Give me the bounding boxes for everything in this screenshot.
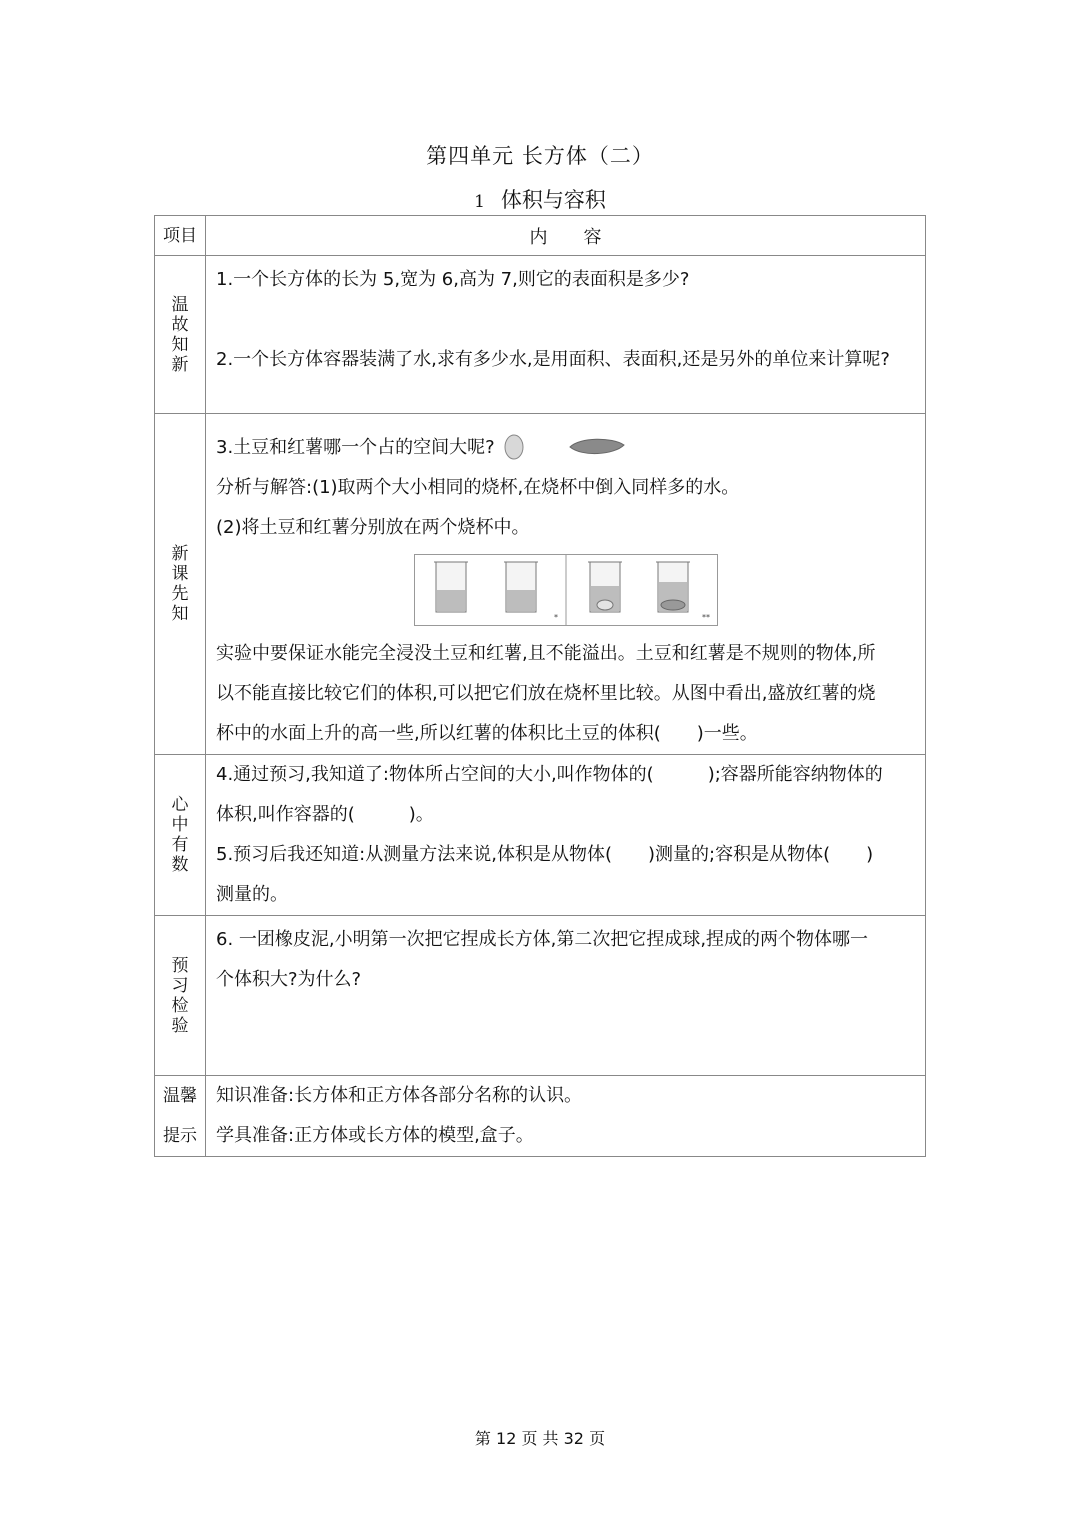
section-summary-content: [206, 755, 926, 916]
question-5-line: 测量的。: [216, 884, 288, 905]
figure-mark-2: **: [702, 613, 710, 622]
section-tips-row: [155, 1076, 926, 1157]
question-5-line: 5.预习后我还知道:从测量方法来说,体积是从物体( )测量的;容积是从物体( ): [216, 844, 874, 865]
section-newlesson-content: [206, 414, 926, 755]
beaker-experiment-figure: [414, 554, 718, 626]
page-footer: 第 12 页 共 32 页: [474, 1429, 606, 1448]
section-review-label: 温 故 知 新: [155, 256, 206, 414]
beaker-with-sweetpotato-icon: [656, 562, 690, 612]
question-6-line: 个体积大?为什么?: [216, 969, 362, 990]
section-tips-content: [206, 1076, 926, 1157]
beaker-icon: [434, 562, 468, 612]
lesson-number: 1: [474, 192, 485, 212]
unit-title: 第四单元 长方体（二）: [426, 144, 654, 168]
question-4-line: 体积,叫作容器的( )。: [216, 804, 434, 825]
tip-knowledge: 知识准备:长方体和正方体各部分名称的认识。: [216, 1085, 583, 1106]
section-newlesson-label: 新 课 先 知: [155, 414, 206, 755]
section-check-label: 预 习 检 验: [155, 916, 206, 1076]
experiment-paragraph-line: 杯中的水面上升的高一些,所以红薯的体积比土豆的体积( )一些。: [216, 723, 758, 744]
section-review-content: [206, 256, 926, 414]
tip-tools: 学具准备:正方体或长方体的模型,盒子。: [216, 1125, 534, 1146]
table-header-row: [155, 216, 926, 256]
section-tips-label: 温馨 提示: [155, 1076, 206, 1157]
section-check-row: [155, 916, 926, 1076]
question-4-line: 4.通过预习,我知道了:物体所占空间的大小,叫作物体的( );容器所能容纳物体的: [216, 764, 883, 785]
question-6-line: 6. 一团橡皮泥,小明第一次把它捏成长方体,第二次把它捏成球,捏成的两个物体哪一: [216, 929, 869, 950]
experiment-paragraph-line: 以不能直接比较它们的体积,可以把它们放在烧杯里比较。从图中看出,盛放红薯的烧: [216, 683, 876, 704]
section-review-row: [155, 256, 926, 414]
section-check-content: [206, 916, 926, 1076]
analysis-step-1: 分析与解答:(1)取两个大小相同的烧杯,在烧杯中倒入同样多的水。: [216, 477, 740, 498]
worksheet-table: [154, 215, 926, 1157]
question-1: 1.一个长方体的长为 5,宽为 6,高为 7,则它的表面积是多少?: [216, 269, 690, 290]
lesson-name: 体积与容积: [500, 188, 606, 212]
header-content-cell: 内 容: [206, 216, 926, 256]
potato-sweetpotato-icon: [502, 431, 632, 465]
analysis-step-2: (2)将土豆和红薯分别放在两个烧杯中。: [216, 517, 530, 538]
section-summary-row: [155, 755, 926, 916]
question-2: 2.一个长方体容器装满了水,求有多少水,是用面积、表面积,还是另外的单位来计算呢?: [216, 349, 890, 370]
section-newlesson-row: [155, 414, 926, 755]
beaker-icon: [504, 562, 538, 612]
figure-mark-1: *: [554, 613, 558, 622]
experiment-paragraph-line: 实验中要保证水能完全浸没土豆和红薯,且不能溢出。土豆和红薯是不规则的物体,所: [216, 643, 876, 664]
section-summary-label: 心 中 有 数: [155, 755, 206, 916]
header-item-cell: 项目: [155, 216, 206, 256]
beaker-with-potato-icon: [588, 562, 622, 612]
lesson-title: [0, 184, 1080, 214]
question-3: 3.土豆和红薯哪一个占的空间大呢?: [216, 428, 917, 468]
